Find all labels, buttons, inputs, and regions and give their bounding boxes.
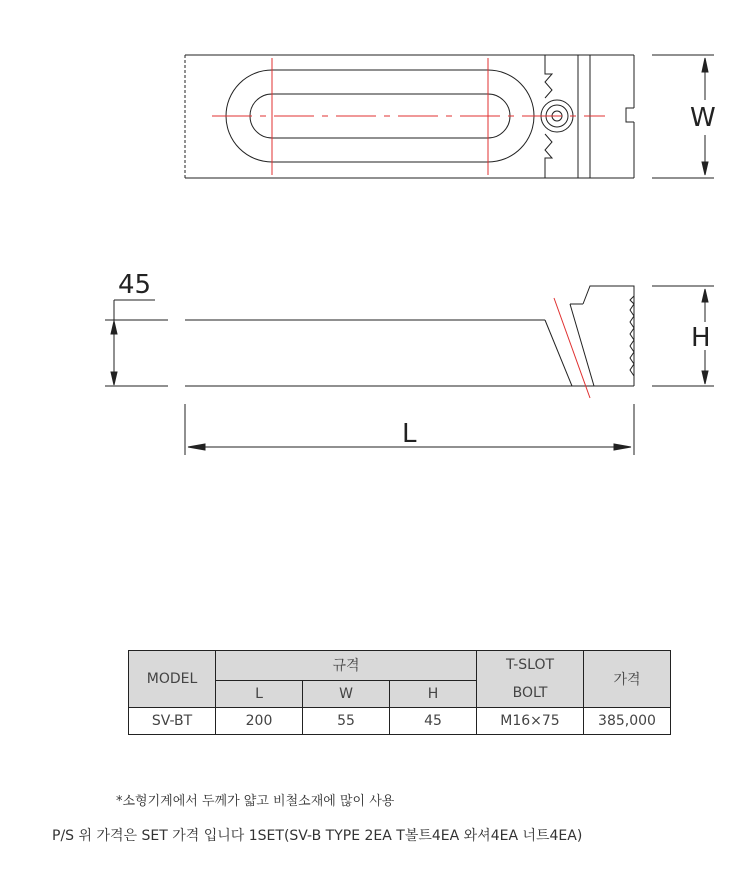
model-header: MODEL <box>129 651 216 708</box>
col-l-header: L <box>216 680 303 707</box>
height-label: H <box>691 323 711 353</box>
col-w-header: W <box>303 680 390 707</box>
set-price-note: P/S 위 가격은 SET 가격 입니다 1SET(SV-B TYPE 2EA T볼트4EA 와셔4EA 너트4EA) <box>52 828 583 844</box>
tslot-header <box>477 651 584 708</box>
length-label: L <box>402 419 417 449</box>
thickness-dimension <box>105 300 168 386</box>
top-view-centerlines <box>212 58 605 175</box>
tslot-header-line1: T-SLOT <box>505 657 555 673</box>
price-header: 가격 <box>584 651 671 708</box>
spec-header: 규격 <box>216 651 477 681</box>
width-label: W <box>690 103 716 133</box>
row-model: SV-BT <box>129 708 216 735</box>
tslot-header-line2: BOLT <box>512 685 548 701</box>
spec-table <box>128 650 671 735</box>
side-view <box>185 286 634 386</box>
row-bolt: M16×75 <box>477 708 584 735</box>
col-h-header: H <box>390 680 477 707</box>
side-view-centerline <box>554 298 590 398</box>
table-row <box>129 708 671 735</box>
row-l: 200 <box>216 708 303 735</box>
row-w: 55 <box>303 708 390 735</box>
row-h: 45 <box>390 708 477 735</box>
row-price: 385,000 <box>584 708 671 735</box>
thickness-label: 45 <box>118 270 152 300</box>
usage-note: *소형기계에서 두께가 얇고 비철소재에 많이 사용 <box>116 794 395 809</box>
